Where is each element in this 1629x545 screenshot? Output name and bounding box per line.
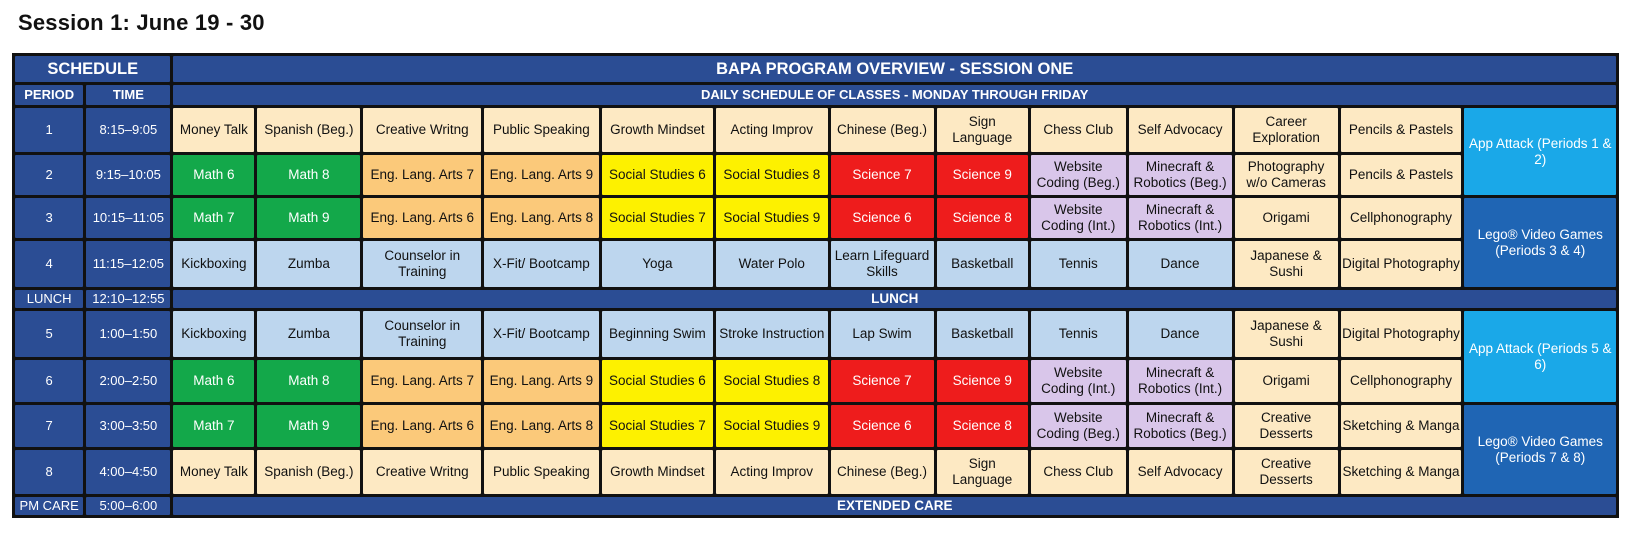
class-cell: Math 7 xyxy=(173,198,254,238)
class-cell: Beginning Swim xyxy=(602,311,713,357)
class-cell: Creative Desserts xyxy=(1235,405,1338,447)
schedule-row xyxy=(15,450,1616,494)
class-cell: Learn Lifeguard Skills xyxy=(831,241,934,287)
class-cell: Social Studies 8 xyxy=(716,155,827,195)
class-cell: Science 9 xyxy=(937,360,1028,402)
class-cell: Digital Photography xyxy=(1341,311,1462,357)
time-cell: 11:15–12:05 xyxy=(86,241,170,287)
class-cell: Tennis xyxy=(1031,241,1126,287)
lego-am-block: Lego® Video Games (Periods 3 & 4) xyxy=(1464,198,1616,287)
class-cell: Social Studies 6 xyxy=(602,360,713,402)
class-cell: Social Studies 9 xyxy=(716,405,827,447)
class-cell: Japanese & Sushi xyxy=(1235,311,1338,357)
class-cell: Sketching & Manga xyxy=(1341,405,1462,447)
class-cell: Science 7 xyxy=(831,155,934,195)
class-cell: Math 8 xyxy=(257,360,360,402)
class-cell: Creative Writng xyxy=(363,108,481,152)
class-cell: Dance xyxy=(1129,241,1232,287)
class-cell: Counselor in Training xyxy=(363,241,481,287)
pm-care-time: 5:00–6:00 xyxy=(86,497,170,515)
time-cell: 8:15–9:05 xyxy=(86,108,170,152)
pm-care-period: PM CARE xyxy=(15,497,83,515)
class-cell: Tennis xyxy=(1031,311,1126,357)
class-cell: Science 7 xyxy=(831,360,934,402)
class-cell: Cellphonography xyxy=(1341,360,1462,402)
schedule-row xyxy=(15,198,1616,238)
class-cell: Money Talk xyxy=(173,450,254,494)
class-cell: Minecraft & Robotics (Int.) xyxy=(1129,198,1232,238)
class-cell: Origami xyxy=(1235,360,1338,402)
class-cell: Eng. Lang. Arts 7 xyxy=(363,360,481,402)
class-cell: Zumba xyxy=(257,241,360,287)
period-cell: 4 xyxy=(15,241,83,287)
class-cell: Acting Improv xyxy=(716,108,827,152)
class-cell: Pencils & Pastels xyxy=(1341,155,1462,195)
class-cell: Water Polo xyxy=(716,241,827,287)
class-cell: Stroke Instruction xyxy=(716,311,827,357)
time-cell: 1:00–1:50 xyxy=(86,311,170,357)
pm-care-label: EXTENDED CARE xyxy=(173,497,1616,515)
class-cell: Science 8 xyxy=(937,198,1028,238)
class-cell: Math 9 xyxy=(257,198,360,238)
class-cell: Basketball xyxy=(937,241,1028,287)
class-cell: Math 8 xyxy=(257,155,360,195)
class-cell: Cellphonography xyxy=(1341,198,1462,238)
class-cell: Money Talk xyxy=(173,108,254,152)
schedule-row xyxy=(15,155,1616,195)
daily-header: DAILY SCHEDULE OF CLASSES - MONDAY THROUGH FRIDAY xyxy=(173,85,1616,105)
class-cell: Counselor in Training xyxy=(363,311,481,357)
class-cell: Website Coding (Int.) xyxy=(1031,360,1126,402)
class-cell: Zumba xyxy=(257,311,360,357)
class-cell: Kickboxing xyxy=(173,241,254,287)
class-cell: Kickboxing xyxy=(173,311,254,357)
class-cell: Sign Language xyxy=(937,450,1028,494)
class-cell: Photography w/o Cameras xyxy=(1235,155,1338,195)
period-cell: 2 xyxy=(15,155,83,195)
class-cell: Spanish (Beg.) xyxy=(257,450,360,494)
period-header: PERIOD xyxy=(15,85,83,105)
time-cell: 2:00–2:50 xyxy=(86,360,170,402)
class-cell: Minecraft & Robotics (Int.) xyxy=(1129,360,1232,402)
class-cell: Chinese (Beg.) xyxy=(831,450,934,494)
lego-pm-block: Lego® Video Games (Periods 7 & 8) xyxy=(1464,405,1616,494)
class-cell: Eng. Lang. Arts 6 xyxy=(363,405,481,447)
class-cell: X-Fit/ Bootcamp xyxy=(484,311,599,357)
class-cell: Eng. Lang. Arts 7 xyxy=(363,155,481,195)
class-cell: Minecraft & Robotics (Beg.) xyxy=(1129,405,1232,447)
app-attack-pm-block: App Attack (Periods 5 & 6) xyxy=(1464,311,1616,402)
period-cell: 1 xyxy=(15,108,83,152)
class-cell: Origami xyxy=(1235,198,1338,238)
class-cell: Sketching & Manga xyxy=(1341,450,1462,494)
class-cell: Pencils & Pastels xyxy=(1341,108,1462,152)
lunch-row xyxy=(15,290,1616,308)
class-cell: Website Coding (Beg.) xyxy=(1031,155,1126,195)
period-cell: 6 xyxy=(15,360,83,402)
class-cell: Math 7 xyxy=(173,405,254,447)
schedule-row xyxy=(15,360,1616,402)
class-cell: Growth Mindset xyxy=(602,108,713,152)
class-cell: Self Advocacy xyxy=(1129,450,1232,494)
class-cell: Science 9 xyxy=(937,155,1028,195)
class-cell: Public Speaking xyxy=(484,108,599,152)
overview-header: BAPA PROGRAM OVERVIEW - SESSION ONE xyxy=(173,56,1616,82)
time-header: TIME xyxy=(86,85,170,105)
schedule-row xyxy=(15,405,1616,447)
class-cell: Spanish (Beg.) xyxy=(257,108,360,152)
class-cell: Growth Mindset xyxy=(602,450,713,494)
schedule-table xyxy=(12,53,1619,518)
period-cell: 8 xyxy=(15,450,83,494)
class-cell: Science 8 xyxy=(937,405,1028,447)
class-cell: Math 6 xyxy=(173,155,254,195)
class-cell: Social Studies 8 xyxy=(716,360,827,402)
class-cell: Basketball xyxy=(937,311,1028,357)
class-cell: Social Studies 6 xyxy=(602,155,713,195)
class-cell: Minecraft & Robotics (Beg.) xyxy=(1129,155,1232,195)
time-cell: 9:15–10:05 xyxy=(86,155,170,195)
session-title: Session 1: June 19 - 30 xyxy=(18,10,265,35)
class-cell: Career Exploration xyxy=(1235,108,1338,152)
schedule-row xyxy=(15,108,1616,152)
class-cell: Lap Swim xyxy=(831,311,934,357)
class-cell: Acting Improv xyxy=(716,450,827,494)
class-cell: Math 6 xyxy=(173,360,254,402)
class-cell: Creative Desserts xyxy=(1235,450,1338,494)
class-cell: Self Advocacy xyxy=(1129,108,1232,152)
time-cell: 4:00–4:50 xyxy=(86,450,170,494)
class-cell: Website Coding (Int.) xyxy=(1031,198,1126,238)
class-cell: Eng. Lang. Arts 6 xyxy=(363,198,481,238)
class-cell: Social Studies 7 xyxy=(602,405,713,447)
period-cell: 7 xyxy=(15,405,83,447)
class-cell: X-Fit/ Bootcamp xyxy=(484,241,599,287)
period-cell: 5 xyxy=(15,311,83,357)
lunch-period: LUNCH xyxy=(15,290,83,308)
class-cell: Sign Language xyxy=(937,108,1028,152)
class-cell: Science 6 xyxy=(831,405,934,447)
class-cell: Social Studies 7 xyxy=(602,198,713,238)
app-attack-am-block: App Attack (Periods 1 & 2) xyxy=(1464,108,1616,195)
class-cell: Dance xyxy=(1129,311,1232,357)
class-cell: Website Coding (Beg.) xyxy=(1031,405,1126,447)
class-cell: Eng. Lang. Arts 8 xyxy=(484,198,599,238)
time-cell: 3:00–3:50 xyxy=(86,405,170,447)
time-cell: 10:15–11:05 xyxy=(86,198,170,238)
lunch-time: 12:10–12:55 xyxy=(86,290,170,308)
class-cell: Japanese & Sushi xyxy=(1235,241,1338,287)
class-cell: Math 9 xyxy=(257,405,360,447)
class-cell: Yoga xyxy=(602,241,713,287)
schedule-row xyxy=(15,311,1616,357)
class-cell: Chess Club xyxy=(1031,450,1126,494)
class-cell: Public Speaking xyxy=(484,450,599,494)
lunch-label: LUNCH xyxy=(173,290,1616,308)
period-cell: 3 xyxy=(15,198,83,238)
schedule-row xyxy=(15,241,1616,287)
class-cell: Eng. Lang. Arts 8 xyxy=(484,405,599,447)
class-cell: Chess Club xyxy=(1031,108,1126,152)
class-cell: Social Studies 9 xyxy=(716,198,827,238)
class-cell: Digital Photography xyxy=(1341,241,1462,287)
class-cell: Science 6 xyxy=(831,198,934,238)
class-cell: Eng. Lang. Arts 9 xyxy=(484,360,599,402)
class-cell: Chinese (Beg.) xyxy=(831,108,934,152)
pm-care-row xyxy=(15,497,1616,515)
schedule-header: SCHEDULE xyxy=(15,56,170,82)
class-cell: Creative Writng xyxy=(363,450,481,494)
class-cell: Eng. Lang. Arts 9 xyxy=(484,155,599,195)
